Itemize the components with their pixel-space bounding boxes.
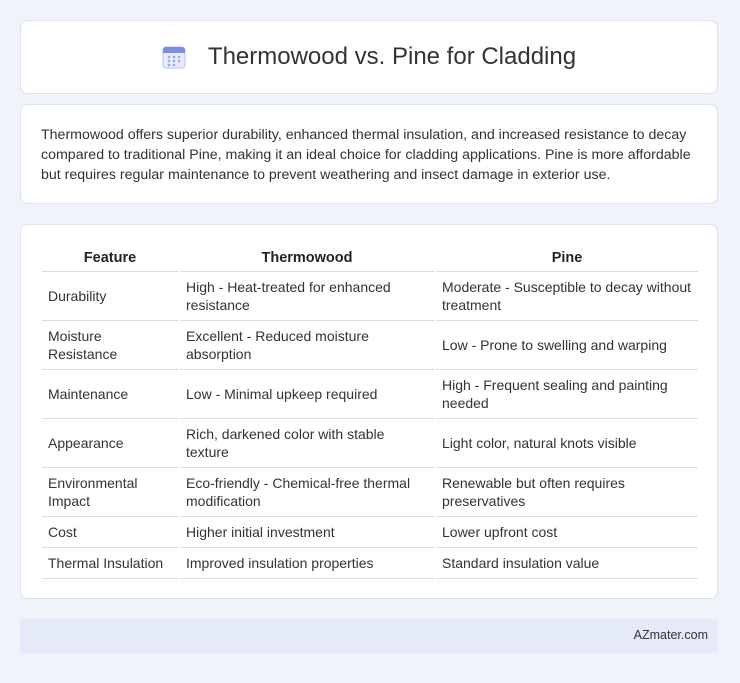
pine-cell: Moderate - Susceptible to decay without treatment: [436, 272, 698, 321]
feature-cell: Cost: [42, 517, 178, 548]
table-header-row: [42, 245, 698, 272]
intro-text: Thermowood offers superior durability, enhanced thermal insulation, and increased resistance to decay compared to traditional Pine, making it an ideal choice for cladding applications. Pine is more affordable but requires regular maintenance to prevent weathering and insect damage in exterior use.: [41, 127, 691, 183]
calendar-icon: [162, 45, 186, 69]
feature-cell: Durability: [42, 272, 178, 321]
comparison-table: [40, 245, 700, 579]
header-feature: Feature: [42, 245, 178, 272]
pine-cell: Renewable but often requires preservatives: [436, 468, 698, 517]
feature-cell: Environmental Impact: [42, 468, 178, 517]
pine-cell: Standard insulation value: [436, 548, 698, 579]
table-row: [42, 517, 698, 548]
thermowood-cell: Rich, darkened color with stable texture: [180, 419, 434, 468]
table-row: [42, 419, 698, 468]
thermowood-cell: Improved insulation properties: [180, 548, 434, 579]
title-card: [20, 20, 718, 94]
intro-card: [20, 104, 718, 204]
feature-cell: Maintenance: [42, 370, 178, 419]
pine-cell: Lower upfront cost: [436, 517, 698, 548]
table-row: [42, 272, 698, 321]
thermowood-cell: Excellent - Reduced moisture absorption: [180, 321, 434, 370]
feature-cell: Thermal Insulation: [42, 548, 178, 579]
footer-brand: AZmater.com: [633, 628, 708, 642]
page-title: Thermowood vs. Pine for Cladding: [207, 43, 577, 70]
header-thermowood: Thermowood: [180, 245, 434, 272]
table-row: [42, 370, 698, 419]
table-row: [42, 468, 698, 517]
thermowood-cell: High - Heat-treated for enhanced resistance: [180, 272, 434, 321]
pine-cell: High - Frequent sealing and painting needed: [436, 370, 698, 419]
footer: [20, 619, 718, 653]
table-row: [42, 321, 698, 370]
feature-cell: Moisture Resistance: [42, 321, 178, 370]
thermowood-cell: Low - Minimal upkeep required: [180, 370, 434, 419]
pine-cell: Light color, natural knots visible: [436, 419, 698, 468]
table-row: [42, 548, 698, 579]
thermowood-cell: Eco-friendly - Chemical-free thermal modification: [180, 468, 434, 517]
comparison-table-card: [20, 224, 718, 599]
pine-cell: Low - Prone to swelling and warping: [436, 321, 698, 370]
feature-cell: Appearance: [42, 419, 178, 468]
thermowood-cell: Higher initial investment: [180, 517, 434, 548]
header-pine: Pine: [436, 245, 698, 272]
